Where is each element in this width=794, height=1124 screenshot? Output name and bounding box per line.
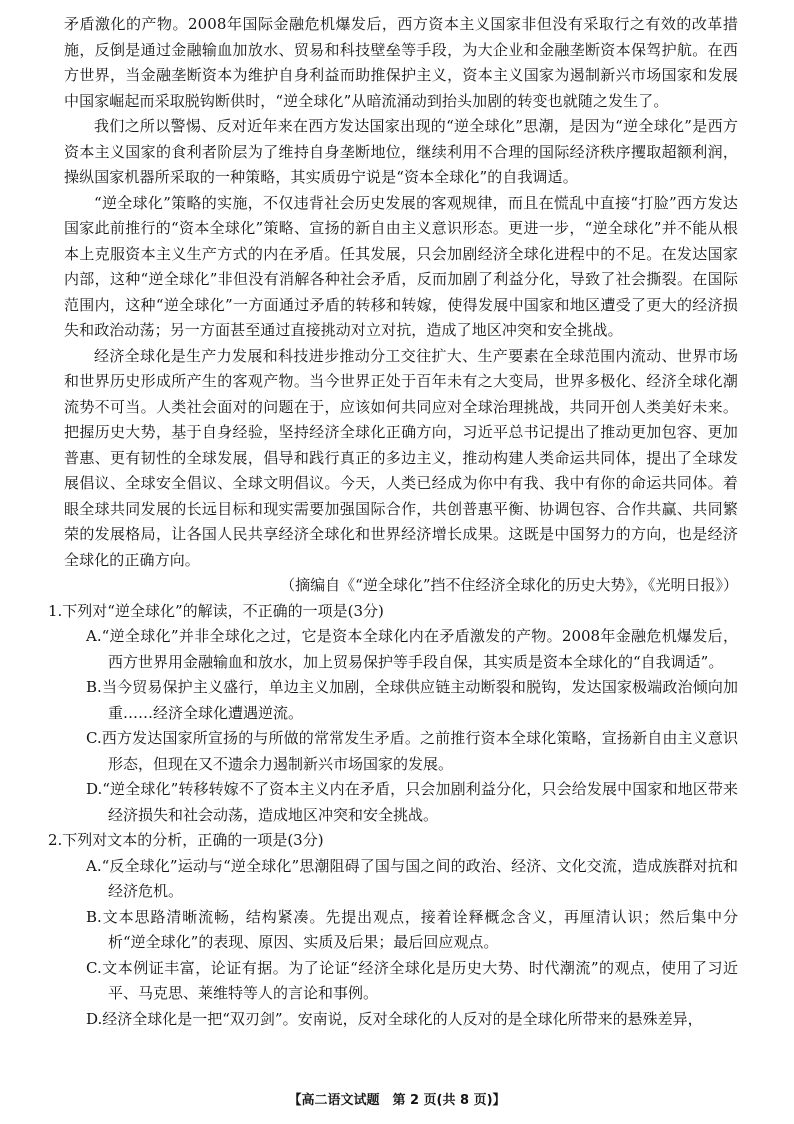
question-1	[48, 599, 738, 829]
page-footer: 【高二语文试题 第 2 页(共 8 页)】	[288, 1093, 506, 1108]
reading-passage	[64, 12, 738, 599]
option-a: A.“逆全球化”并非全球化之过，它是资本全球化内在矛盾激发的产物。2008年金融危机爆发后，西方世界用金融输血和放水，加上贸易保护等手段自保，其实质是资本全球化的“自我调适”。	[86, 627, 738, 671]
option-b: B.文本思路清晰流畅，结构紧凑。先提出观点，接着诠释概念含义，再厘清认识；然后集中分析“逆全球化”的表现、原因、实质及后果；最后回应观点。	[86, 907, 738, 951]
passage-paragraph-4: 经济全球化是生产力发展和科技进步推动分工交往扩大、生产要素在全球范围内流动、世界市场和世界历史形成所产生的客观产物。当今世界正处于百年未有之大变局，世界多极化、经济全球化潮流势不可当。人类社会面对的问题在于，应该如何共同应对全球治理挑战，共同开创人类美好未来。把握历史大势，基于自身经验，坚持经济全球化正确方向，习近平总书记提出了推动更加包容、更加普惠、更有韧性的全球发展，倡导和践行真正的多边主义，推动构建人类命运共同体，提出了全球发展倡议、全球安全倡议、全球文明倡议。今天，人类已经成为你中有我、我中有你的命运共同体。着眼全球共同发展的长远目标和现实需要加强国际合作，共创普惠平衡、协调包容、合作共赢、共同繁荣的发展格局，让各国人民共享经济全球化和世界经济增长成果。这既是中国努力的方向，也是经济全球化的正确方向。	[64, 346, 738, 569]
passage-paragraph-1: 矛盾激化的产物。2008年国际金融危机爆发后，西方资本主义国家非但没有采取行之有效的改革措施，反倒是通过金融输血加放水、贸易和科技壁垒等手段，为大企业和金融垄断资本保驾护航。在西方世界，当金融垄断资本为维护自身利益而助推保护主义，资本主义国家为遏制新兴市场国家和发展中国家崛起而采取脱钩断供时，“逆全球化”从暗流涌动到抬头加剧的转变也就随之发生了。	[64, 15, 738, 110]
question-stem: 2.下列对文本的分析，正确的一项是(3分)	[48, 831, 324, 849]
question-stem: 1.下列对“逆全球化”的解读，不正确的一项是(3分)	[48, 601, 384, 620]
passage-paragraph-3: “逆全球化”策略的实施，不仅违背社会历史发展的客观规律，而且在慌乱中直接“打脸”西方发达国家此前推行的“资本全球化”策略、宣扬的新自由主义意识形态。更进一步，“逆全球化”并不能从根本上克服资本主义生产方式的内在矛盾。任其发展，只会加剧经济全球化进程中的不足。在发达国家内部，这种“逆全球化”非但没有消解各种社会矛盾，反而加剧了利益分化，导致了社会撕裂。在国际范围内，这种“逆全球化”一方面通过矛盾的转移和转嫁，使得发展中国家和地区遭受了更大的经济损失和政治动荡；另一方面甚至通过直接挑动对立对抗，造成了地区冲突和安全挑战。	[64, 193, 738, 339]
option-b: B.当今贸易保护主义盛行，单边主义加剧，全球供应链主动断裂和脱钩，发达国家极端政治倾向加重……经济全球化遭遇逆流。	[86, 678, 738, 722]
passage-source: （摘编自《“逆全球化”挡不住经济全球化的历史大势》，《光明日报》）	[280, 576, 738, 594]
option-d: D.经济全球化是一把“双刃剑”。安南说，反对全球化的人反对的是全球化所带来的悬殊差异，	[86, 1009, 703, 1028]
option-a: A.“反全球化”运动与“逆全球化”思潮阻碍了国与国之间的政治、经济、文化交流，造成族群对抗和经济危机。	[86, 856, 738, 900]
option-d: D.“逆全球化”转移转嫁不了资本主义内在矛盾，只会加剧利益分化，只会给发展中国家和地区带来经济损失和社会动荡，造成地区冲突和安全挑战。	[86, 780, 738, 824]
passage-paragraph-2: 我们之所以警惕、反对近年来在西方发达国家出现的“逆全球化”思潮，是因为“逆全球化”是西方资本主义国家的食利者阶层为了维持自身垄断地位，继续利用不合理的国际经济秩序攫取超额利润，操纵国家机器所采取的一种策略，其实质毋宁说是“资本全球化”的自我调适。	[64, 117, 738, 186]
question-2	[48, 828, 738, 1032]
option-c: C.文本例证丰富，论证有据。为了论证“经济全球化是历史大势、时代潮流”的观点，使用了习近平、马克思、莱维特等人的言论和事例。	[86, 958, 738, 1002]
option-c: C.西方发达国家所宣扬的与所做的常常发生矛盾。之前推行资本全球化策略，宣扬新自由主义意识形态，但现在又不遗余力遏制新兴市场国家的发展。	[86, 729, 738, 773]
